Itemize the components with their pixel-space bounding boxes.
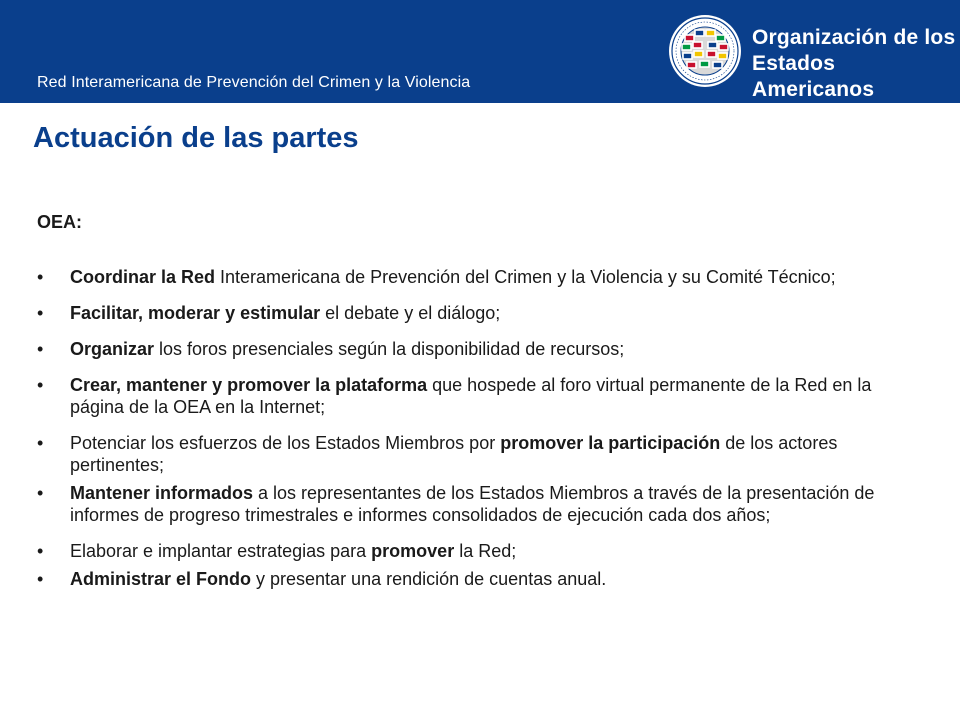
organization-name: [752, 25, 960, 103]
organization-name-line1: Organización de los: [752, 26, 956, 49]
bullet-item: • Organizar los foros presenciales según la disponibilidad de recursos;: [37, 338, 922, 360]
bullet-item: • Crear, mantener y promover la plataforma que hospede al foro virtual permanente de la Red en la página de la OEA en la Internet;: [37, 374, 922, 418]
bullet-item: • Mantener informados a los representantes de los Estados Miembros a través de la presentación de informes de progreso trimestrales e informes consolidados de ejecución cada dos años;: [37, 482, 922, 526]
bullet-item: • Administrar el Fondo y presentar una rendición de cuentas anual.: [37, 568, 922, 590]
section-label: OEA:: [37, 212, 82, 232]
oas-emblem-icon: [668, 14, 742, 88]
header-subtitle: Red Interamericana de Prevención del Crimen y la Violencia: [37, 74, 471, 91]
header-bar: [0, 0, 960, 103]
bullet-list: [37, 266, 922, 590]
slide-title: Actuación de las partes: [33, 122, 359, 154]
organization-name-line2: Estados Americanos: [752, 52, 875, 101]
bullet-item: • Coordinar la Red Interamericana de Prevención del Crimen y la Violencia y su Comité Técnico;: [37, 266, 922, 288]
bullet-item: • Potenciar los esfuerzos de los Estados Miembros por promover la participación de los actores pertinentes;: [37, 432, 922, 476]
bullet-item: • Elaborar e implantar estrategias para promover la Red;: [37, 540, 922, 562]
bullet-item: • Facilitar, moderar y estimular el debate y el diálogo;: [37, 302, 922, 324]
